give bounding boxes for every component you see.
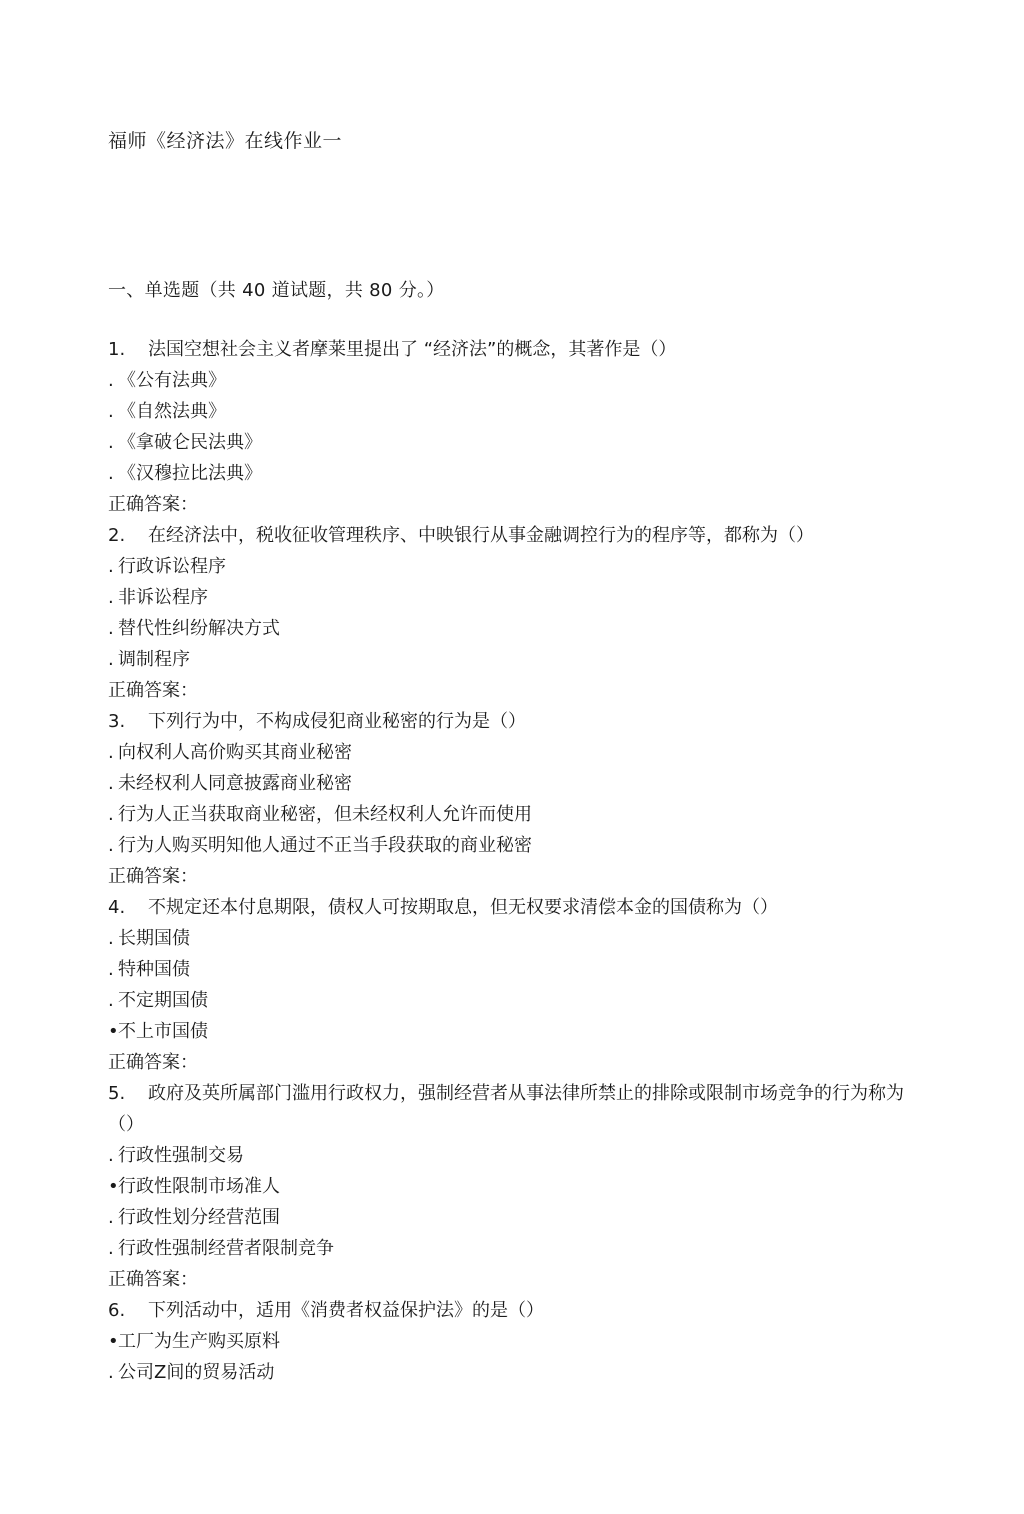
option-item <box>108 1016 928 1047</box>
option-item <box>108 1171 928 1202</box>
question-item <box>108 520 928 706</box>
option-marker: . <box>108 742 114 763</box>
option-marker: . <box>108 1207 114 1228</box>
option-marker: . <box>108 1362 114 1383</box>
option-marker: . <box>108 401 114 422</box>
option-marker: . <box>108 463 114 484</box>
option-text: 替代性纠纷解决方式 <box>118 618 280 639</box>
option-text: 不上市国债 <box>118 1021 208 1042</box>
option-marker: . <box>108 1145 114 1166</box>
option-item <box>108 1140 928 1171</box>
option-marker: . <box>108 1238 114 1259</box>
question-number: 6. <box>108 1300 126 1321</box>
question-item <box>108 1078 928 1295</box>
option-text: 未经权利人同意披露商业秘密 <box>118 773 352 794</box>
question-text: 不规定还本付息期限，债权人可按期取息，但无权要求清偿本金的国债称为（） <box>148 897 778 918</box>
option-text: 调制程序 <box>118 649 190 670</box>
question-number: 1. <box>108 339 126 360</box>
option-text: 《汉穆拉比法典》 <box>118 463 262 484</box>
option-marker: . <box>108 773 114 794</box>
question-text: 在经济法中，税收征收管理秩序、中映银行从事金融调控行为的程序等，都称为（） <box>148 525 814 546</box>
option-text: 行政诉讼程序 <box>118 556 226 577</box>
question-stem <box>108 892 928 923</box>
option-item <box>108 799 928 830</box>
option-item <box>108 737 928 768</box>
question-item <box>108 334 928 520</box>
option-item <box>108 644 928 675</box>
option-item <box>108 985 928 1016</box>
option-marker: . <box>108 959 114 980</box>
option-text: 特种国债 <box>118 959 190 980</box>
option-text: 工厂为生产购买原料 <box>118 1331 280 1352</box>
option-marker: . <box>108 649 114 670</box>
option-item <box>108 954 928 985</box>
option-item <box>108 551 928 582</box>
question-item <box>108 892 928 1078</box>
question-item <box>108 706 928 892</box>
question-number: 2. <box>108 525 126 546</box>
option-text: 行政性限制市场准人 <box>118 1176 280 1197</box>
question-stem <box>108 1295 928 1326</box>
option-item <box>108 923 928 954</box>
option-text: 行政性强制交易 <box>118 1145 244 1166</box>
question-number: 5. <box>108 1083 126 1104</box>
section-heading: 一、单选题（共 40 道试题，共 80 分。） <box>108 280 445 301</box>
option-marker: • <box>108 1331 119 1352</box>
answer-label: 正确答案： <box>108 494 198 515</box>
option-text: 《拿破仑民法典》 <box>118 432 262 453</box>
answer-label: 正确答案： <box>108 866 198 887</box>
option-text: 公司Z间的贸易活动 <box>118 1362 275 1383</box>
option-text: 向权利人高价购买其商业秘密 <box>118 742 352 763</box>
option-text: 长期国债 <box>118 928 190 949</box>
document-title: 福师《经济法》在线作业一 <box>108 130 343 152</box>
question-number: 4. <box>108 897 126 918</box>
option-text: 《自然法典》 <box>118 401 226 422</box>
option-item <box>108 458 928 489</box>
question-item <box>108 1295 928 1388</box>
question-stem <box>108 334 928 365</box>
option-marker: . <box>108 990 114 1011</box>
option-item <box>108 613 928 644</box>
question-text: 下列活动中，适用《消费者权益保护法》的是（） <box>148 1300 544 1321</box>
question-text: 政府及英所属部门滥用行政权力，强制经营者从事法律所禁止的排除或限制市场竞争的行为称为（） <box>108 1083 904 1135</box>
option-item <box>108 582 928 613</box>
option-text: 行为人购买明知他人通过不正当手段获取的商业秘密 <box>118 835 532 856</box>
question-stem <box>108 520 928 551</box>
option-text: 《公有法典》 <box>118 370 226 391</box>
answer-label: 正确答案： <box>108 680 198 701</box>
option-marker: . <box>108 432 114 453</box>
option-item <box>108 830 928 861</box>
option-item <box>108 365 928 396</box>
option-item <box>108 1233 928 1264</box>
option-marker: . <box>108 556 114 577</box>
option-marker: . <box>108 587 114 608</box>
option-item <box>108 396 928 427</box>
question-list <box>108 334 928 1388</box>
question-stem <box>108 1078 928 1140</box>
option-marker: . <box>108 835 114 856</box>
question-stem <box>108 706 928 737</box>
option-marker: . <box>108 928 114 949</box>
option-item <box>108 768 928 799</box>
option-marker: . <box>108 618 114 639</box>
option-text: 行政性强制经营者限制竞争 <box>118 1238 334 1259</box>
option-item <box>108 1357 928 1388</box>
option-text: 非诉讼程序 <box>118 587 208 608</box>
option-marker: . <box>108 370 114 391</box>
question-text: 下列行为中，不构成侵犯商业秘密的行为是（） <box>148 711 526 732</box>
question-text: 法国空想社会主义者摩莱里提出了 “经济法”的概念，其著作是（） <box>148 339 677 360</box>
option-text: 行为人正当获取商业秘密，但未经权利人允许而使用 <box>118 804 532 825</box>
option-marker: • <box>108 1021 119 1042</box>
option-item <box>108 1202 928 1233</box>
option-marker: . <box>108 804 114 825</box>
option-text: 行政性划分经营范围 <box>118 1207 280 1228</box>
option-item <box>108 1326 928 1357</box>
question-number: 3. <box>108 711 126 732</box>
option-item <box>108 427 928 458</box>
answer-label: 正确答案： <box>108 1269 198 1290</box>
option-marker: • <box>108 1176 119 1197</box>
option-text: 不定期国债 <box>118 990 208 1011</box>
answer-label: 正确答案： <box>108 1052 198 1073</box>
